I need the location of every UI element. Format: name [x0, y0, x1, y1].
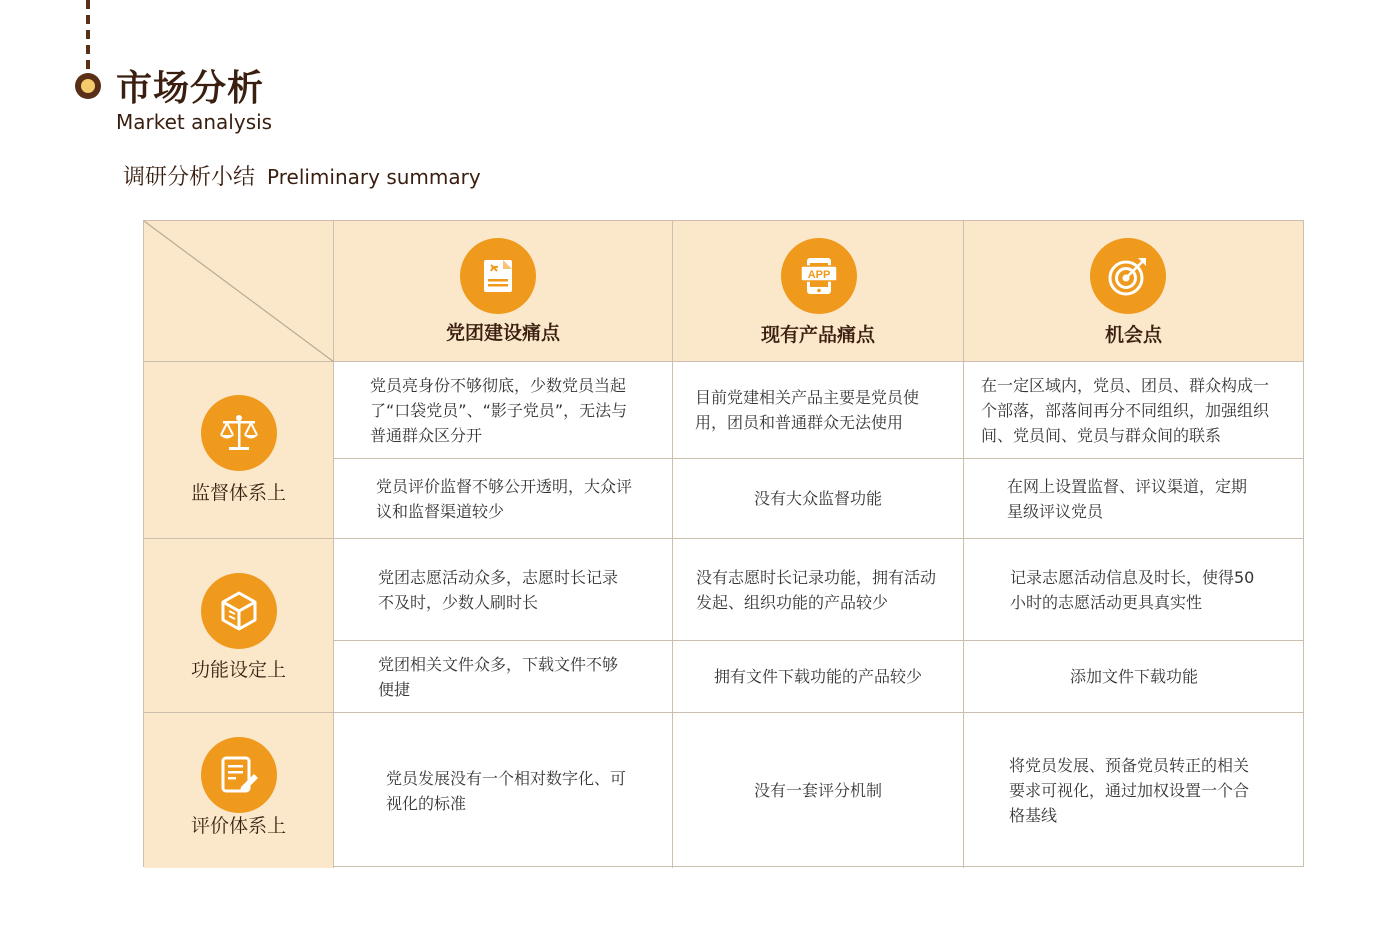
subtitle-cn: 调研分析小结: [123, 165, 256, 190]
column-header-1: [334, 221, 673, 362]
table-cell: 在一定区域内，党员、团员、群众构成一个部落，部落间再分不同组织，加强组织间、党员间、党员与群众间的联系: [964, 362, 1304, 459]
table-cell: 党员评价监督不够公开透明，大众评议和监督渠道较少: [334, 459, 673, 539]
table-cell: 将党员发展、预备党员转正的相关要求可视化，通过加权设置一个合格基线: [1009, 756, 1250, 825]
page-title: 市场分析: [116, 68, 265, 109]
table-cell: 在网上设置监督、评议渠道，定期星级评议党员: [964, 459, 1304, 539]
row-label-2: 功能设定上: [190, 659, 286, 681]
party-document-icon: [460, 238, 536, 314]
row-label-3: 评价体系上: [190, 815, 286, 837]
table-cell: 拥有文件下载功能的产品较少: [673, 641, 964, 713]
timeline-marker-icon: [75, 73, 101, 99]
app-phone-icon: [781, 238, 857, 314]
column-label-2: 现有产品痛点: [760, 324, 875, 346]
table-cell: 党员亮身份不够彻底，少数党员当起了“口袋党员”、“影子党员”，无法与普通群众区分开: [334, 362, 673, 459]
table-cell: 没有志愿时长记录功能，拥有活动发起、组织功能的产品较少: [673, 539, 964, 641]
table-cell: 记录志愿活动信息及时长，使得50 小时的志愿活动更具真实性: [964, 539, 1304, 641]
app-icon-text: APP: [807, 269, 831, 281]
row-label-1: 监督体系上: [190, 482, 286, 504]
scale-icon: [201, 395, 277, 471]
table-cell: 党员发展没有一个相对数字化、可视化的标准: [334, 713, 673, 868]
table-cell: 党团志愿活动众多，志愿时长记录不及时，少数人刷时长: [334, 539, 673, 641]
diagonal-divider: [144, 221, 334, 362]
column-header-2: [673, 221, 964, 362]
table-cell: 没有大众监督功能: [673, 459, 964, 539]
edit-document-icon: [201, 737, 277, 813]
subtitle-en: Preliminary summary: [267, 165, 481, 189]
table-cell: 党团相关文件众多，下载文件不够便捷: [334, 641, 673, 713]
table-cell: 添加文件下载功能: [964, 641, 1304, 713]
page-title-en: Market analysis: [116, 110, 273, 134]
table-cell: 没有一套评分机制: [673, 713, 964, 868]
summary-table: [143, 220, 1304, 867]
column-label-3: 机会点: [1104, 324, 1162, 346]
row-header-2: [144, 539, 334, 713]
column-header-3: [964, 221, 1304, 362]
corner-header-cell: [144, 221, 334, 362]
table-cell: 目前党建相关产品主要是党员使用，团员和普通群众无法使用: [673, 362, 964, 459]
column-label-1: 党团建设痛点: [445, 322, 560, 344]
section-subtitle: [123, 160, 481, 191]
row-header-1: [144, 362, 334, 539]
target-icon: [1090, 238, 1166, 314]
cube-icon: [201, 573, 277, 649]
row-header-3: [144, 713, 334, 868]
